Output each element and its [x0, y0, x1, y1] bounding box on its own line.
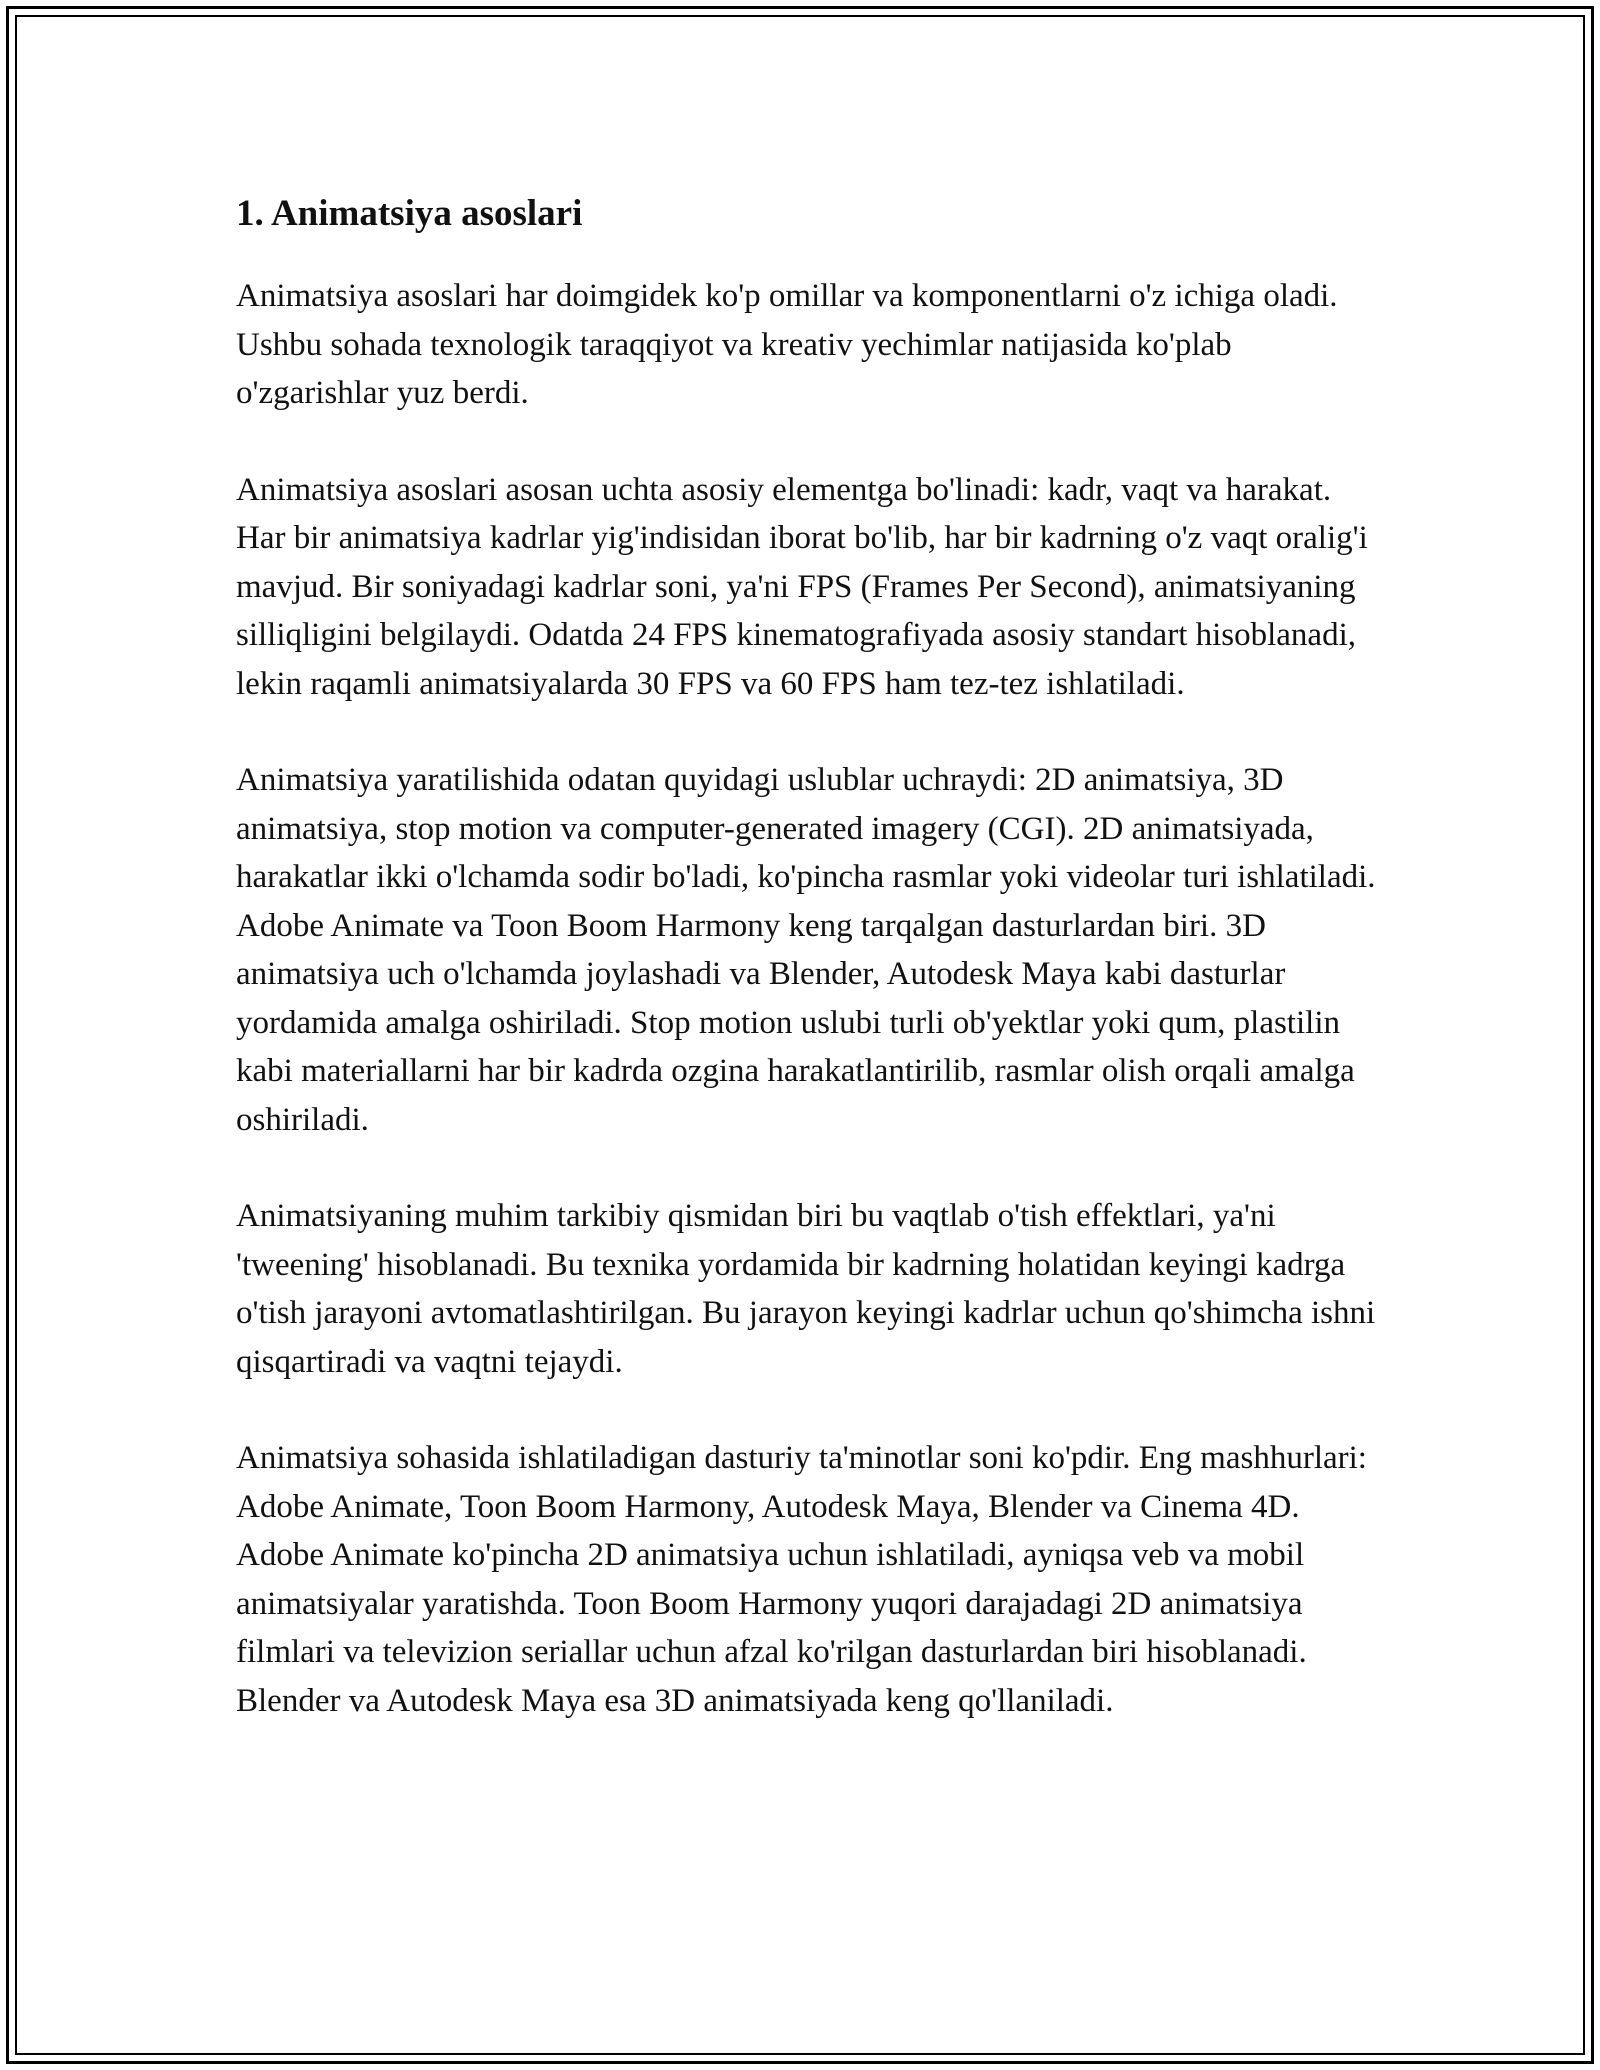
- paragraph-styles: Animatsiya yaratilishida odatan quyidagi uslublar uchraydi: 2D animatsiya, 3D animatsiya, stop motion va computer-generated imagery (CGI). 2D animatsiyada, harakatlar ikki o'lchamda sodir bo'ladi, ko'pincha rasmlar yoki videolar turi ishlatiladi. Adobe Animate va Toon Boom Harmony keng tarqalgan dasturlardan biri. 3D animatsiya uch o'lchamda joylashadi va Blender, Autodesk Maya kabi dasturlar yordamida amalga oshiriladi. Stop motion uslubi turli ob'yektlar yoki qum, plastilin kabi materiallarni har bir kadrda ozgina harakatlantirilib, rasmlar olish orqali amalga oshiriladi.: [236, 762, 1376, 1138]
- paragraph-elements: Animatsiya asoslari asosan uchta asosiy elementga bo'linadi: kadr, vaqt va harakat. Har bir animatsiya kadrlar yig'indisidan iborat bo'lib, har bir kadrning o'z vaqt oralig'i mavjud. Bir soniyadagi kadrlar soni, ya'ni FPS (Frames Per Second), animatsiyaning silliqligini belgilaydi. Odatda 24 FPS kinematografiyada asosiy standart hisoblanadi, lekin raqamli animatsiyalarda 30 FPS va 60 FPS ham tez-tez ishlatiladi.: [236, 471, 1368, 702]
- paragraph-tweening: Animatsiyaning muhim tarkibiy qismidan biri bu vaqtlab o'tish effektlari, ya'ni 'tweening' hisoblanadi. Bu texnika yordamida bir kadrning holatidan keyingi kadrga o'tish jarayoni avtomatlashtirilgan. Bu jarayon keyingi kadrlar uchun qo'shimcha ishni qisqartiradi va vaqtni tejaydi.: [236, 1198, 1376, 1380]
- document-body: [236, 186, 1386, 1773]
- paragraph-intro: Animatsiya asoslari har doimgidek ko'p omillar va komponentlarni o'z ichiga oladi. Ushbu sohada texnologik taraqqiyot va kreativ yechimlar natijasida ko'plab o'zgarishlar yuz berdi.: [236, 278, 1338, 411]
- section-heading: 1. Animatsiya asoslari: [236, 193, 583, 234]
- paragraph-software: Animatsiya sohasida ishlatiladigan dasturiy ta'minotlar soni ko'pdir. Eng mashhurlari: Adobe Animate, Toon Boom Harmony, Autodesk Maya, Blender va Cinema 4D. Adobe Animate ko'pincha 2D animatsiya uchun ishlatiladi, ayniqsa veb va mobil animatsiyalar yaratishda. Toon Boom Harmony yuqori darajadagi 2D animatsiya filmlari va televizion seriallar uchun afzal ko'rilgan dasturlardan biri hisoblanadi. Blender va Autodesk Maya esa 3D animatsiyada keng qo'llaniladi.: [236, 1440, 1367, 1719]
